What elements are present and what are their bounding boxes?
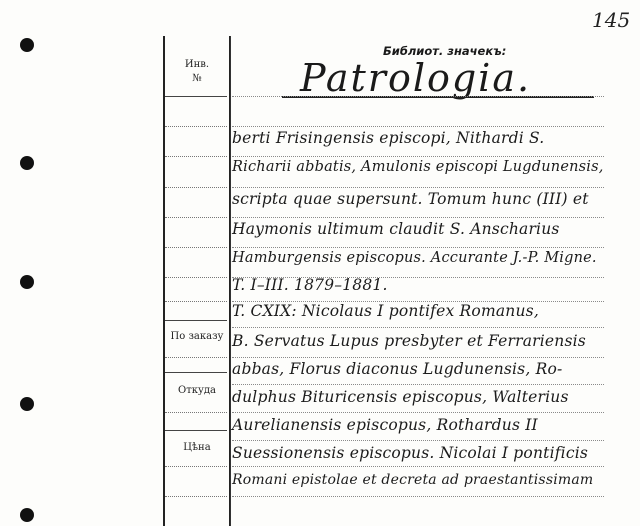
inv-label: Инв.	[184, 59, 210, 70]
text-line: Richarii abbatis, Amulonis episcopi Lugdunensis,	[232, 159, 604, 175]
column-rule	[165, 320, 227, 321]
text-line: T. CXIX: Nicolaus I pontifex Romanus,	[232, 302, 539, 320]
column-rule	[165, 372, 227, 373]
column-rule	[165, 277, 227, 278]
column-rule	[165, 430, 227, 431]
column-rule	[165, 96, 227, 97]
text-line: Aurelianensis episcopus, Rothardus II	[232, 416, 538, 434]
number-sign-label: №	[192, 73, 202, 84]
text-rule	[232, 412, 604, 413]
text-rule	[232, 440, 604, 441]
text-rule	[232, 247, 604, 248]
text-rule	[232, 156, 604, 157]
text-line: berti Frisingensis episcopi, Nithardi S.	[232, 129, 545, 147]
source-label: Откуда	[178, 385, 216, 396]
text-rule	[232, 96, 604, 97]
library-header: Библиот. значекъ:	[383, 44, 507, 58]
text-rule	[232, 126, 604, 127]
text-line: Haymonis ultimum claudit S. Anscharius	[232, 220, 560, 238]
text-rule	[232, 217, 604, 218]
column-rule	[165, 126, 227, 127]
column-rule	[165, 301, 227, 302]
punch-hole	[20, 156, 34, 170]
column-rule	[165, 247, 227, 248]
punch-hole	[20, 508, 34, 522]
punch-hole	[20, 275, 34, 289]
punch-hole	[20, 397, 34, 411]
text-rule	[232, 187, 604, 188]
text-line: Hamburgensis episcopus. Accurante J.-P. Migne.	[232, 250, 597, 266]
text-rule	[232, 466, 604, 467]
text-line: abbas, Florus diaconus Lugdunensis, Ro-	[232, 360, 563, 378]
text-rule	[232, 327, 604, 328]
text-rule	[232, 357, 604, 358]
punch-hole	[20, 38, 34, 52]
card-title: Patrologia.	[300, 56, 532, 100]
text-line: scripta quae supersunt. Tomum hunc (III) et	[232, 190, 589, 208]
text-line: B. Servatus Lupus presbyter et Ferrariensis	[232, 332, 586, 350]
price-label: Цѣна	[183, 442, 211, 453]
column-rule	[165, 217, 227, 218]
order-label: По заказу	[170, 331, 224, 342]
column-rule	[165, 412, 227, 413]
text-rule	[232, 384, 604, 385]
column-rule	[165, 496, 227, 497]
text-line: Romani epistolae et decreta ad praestantissimam	[232, 472, 594, 488]
card-number: 145	[592, 8, 631, 32]
column-rule	[165, 466, 227, 467]
text-line: Suessionensis episcopus. Nicolai I pontificis	[232, 444, 589, 462]
text-line: dulphus Bituricensis episcopus, Walterius	[232, 388, 569, 406]
text-rule	[232, 496, 604, 497]
column-rule	[165, 357, 227, 358]
column-rule	[165, 187, 227, 188]
column-rule	[165, 156, 227, 157]
text-line: T. I–III. 1879–1881.	[232, 276, 388, 294]
